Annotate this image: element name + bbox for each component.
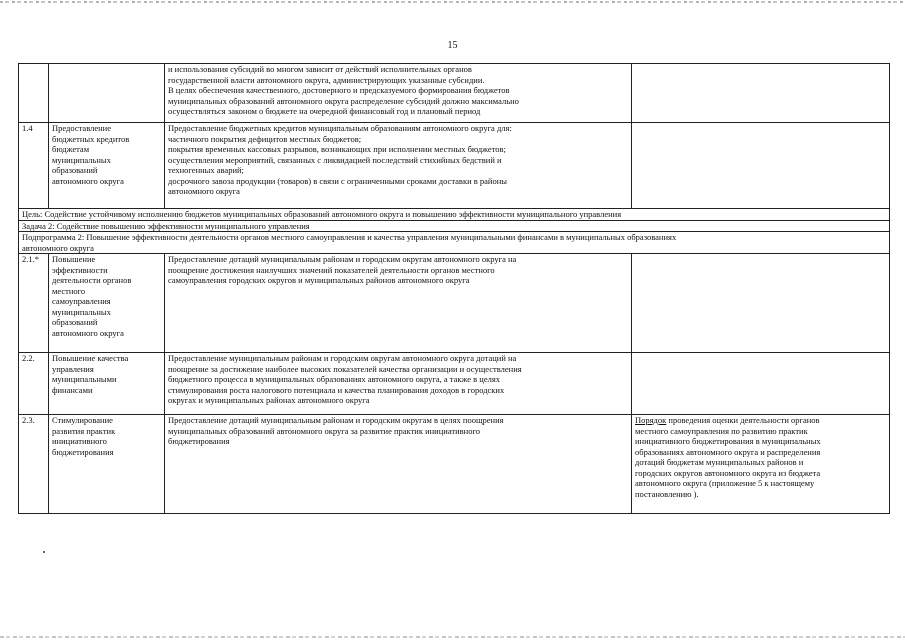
- scan-edge-top: [0, 1, 905, 3]
- measure-basis: [632, 64, 890, 123]
- task-row: [19, 220, 890, 232]
- table-row: [19, 123, 890, 209]
- measure-name: [49, 64, 165, 123]
- measure-description: Предоставление дотаций муниципальным районам и городским округам в целях поощрения муниципальных образований автономного округа за развитие практик инициативного бюджетирования: [165, 415, 632, 514]
- table-row: [19, 254, 890, 353]
- table-row: [19, 415, 890, 514]
- measure-description: Предоставление дотаций муниципальным районам и городским округам автономного округа на поощрение достижения наилучших значений показателей деятельности органов местного самоуправления городских округов и муниципальных районов автономного округа: [165, 254, 632, 353]
- measure-basis: [632, 415, 890, 514]
- measure-name: Стимулирование развития практик инициативного бюджетирования: [49, 415, 165, 514]
- measures-table: [18, 63, 890, 514]
- goal-text: Цель: Содействие устойчивому исполнению бюджетов муниципальных образований автономного округа и повышению эффективности муниципального управления: [19, 209, 890, 221]
- measure-name: Предоставление бюджетных кредитов бюджетам муниципальных образований автономного округа: [49, 123, 165, 209]
- scan-edge-bottom: [0, 636, 905, 638]
- measure-description: Предоставление бюджетных кредитов муниципальным образованиям автономного округа для: частичного покрытия дефицитов местных бюджетов; покрытия временных кассовых разрывов, возникающих при исполнении местных бюджетов; осуществления мероприятий, связанных с ликвидацией последствий стихийных бедствий и техногенных аварий; досрочного завоза продукции (товаров) в связи с ограниченными сроками доставки в районы автономного округа: [165, 123, 632, 209]
- goal-row: [19, 209, 890, 221]
- page-number: 15: [447, 40, 458, 51]
- row-number: 2.3.: [19, 415, 49, 514]
- measure-description: Предоставление муниципальным районам и городским округам автономного округа дотаций на поощрение за достижение наиболее высоких показателей качества организации и осуществления бюджетного процесса в муниципальных образованиях автономного округа, а также в целях стимулирования роста налогового потенциала и качества планирования доходов в городских округах и муниципальных районах автономного округа: [165, 353, 632, 415]
- measure-name: Повышение качества управления муниципальными финансами: [49, 353, 165, 415]
- measure-basis: [632, 123, 890, 209]
- row-number: 2.1.*: [19, 254, 49, 353]
- subprogram-text: Подпрограмма 2: Повышение эффективности деятельности органов местного самоуправления и качества управления муниципальными финансами в муниципальных образованиях автономного округа: [19, 232, 890, 254]
- table-row: [19, 353, 890, 415]
- measure-basis: [632, 353, 890, 415]
- row-number: 2.2.: [19, 353, 49, 415]
- scan-speck: [43, 551, 45, 553]
- measure-name: Повышение эффективности деятельности органов местного самоуправления муниципальных образований автономного округа: [49, 254, 165, 353]
- basis-text: проведения оценки деятельности органов местного самоуправления по развитию практик инициативного бюджетирования в муниципальных образованиях автономного округа и распределения дотаций бюджетам муниципальных районов и городских округов автономного округа из бюджета автономного округа (приложение 5 к настоящему постановлению ).: [635, 415, 821, 499]
- row-number: 1.4: [19, 123, 49, 209]
- subprogram-row: [19, 232, 890, 254]
- measure-description: и использования субсидий во многом зависит от действий исполнительных органов государственной власти автономного округа, администрирующих указанные субсидии. В целях обеспечения качественного, достоверного и предсказуемого формирования бюджетов муниципальных образований автономного округа распределение субсидий должно максимально осуществляться законом о бюджете на очередной финансовый год и плановый период: [165, 64, 632, 123]
- basis-link[interactable]: Порядок: [635, 415, 667, 425]
- task-text: Задача 2: Содействие повышению эффективности муниципального управления: [19, 220, 890, 232]
- row-number: [19, 64, 49, 123]
- table-row: [19, 64, 890, 123]
- measure-basis: [632, 254, 890, 353]
